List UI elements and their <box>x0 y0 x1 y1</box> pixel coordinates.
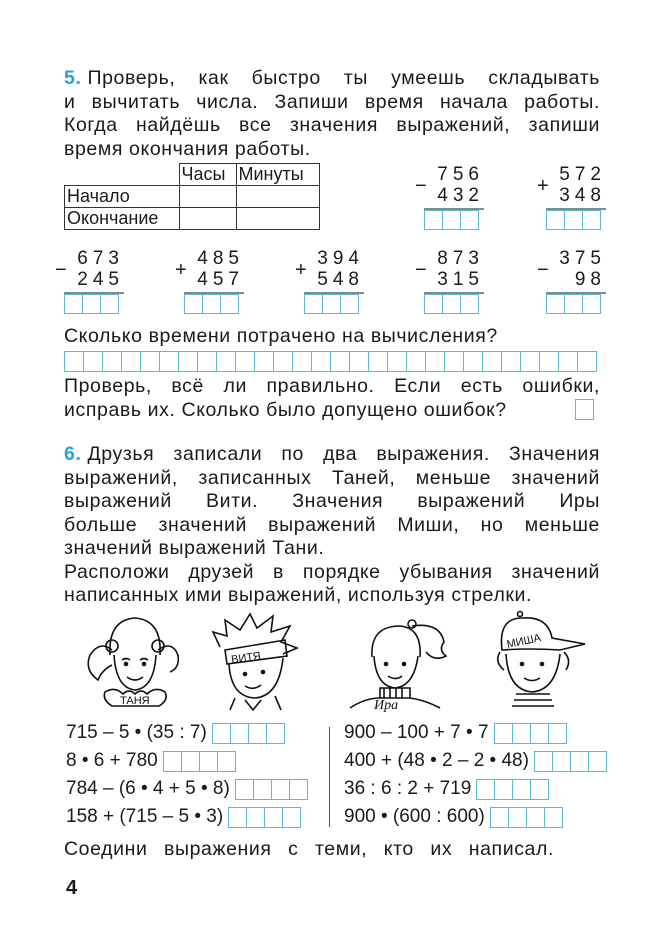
column-problem <box>537 164 606 230</box>
answer-cells[interactable] <box>163 751 236 772</box>
task5-number: 5. <box>64 67 82 89</box>
expression-item[interactable] <box>344 750 607 772</box>
task5-line: Когда найдёшь все значения выражений, запиши <box>64 114 600 136</box>
answer-cells[interactable] <box>476 779 549 800</box>
answer-cells[interactable] <box>546 210 606 230</box>
expression-text: 36 : 6 : 2 + 719 <box>344 778 472 799</box>
column-problem <box>415 164 484 230</box>
answer-cell[interactable] <box>330 351 350 372</box>
answer-cell[interactable] <box>577 351 597 372</box>
task6-line: Расположи друзей в порядке убывания значений <box>64 560 600 583</box>
minus-sign: − <box>537 259 549 281</box>
top-number: 873 <box>437 248 484 269</box>
answer-cell[interactable] <box>64 351 84 372</box>
answer-cell[interactable] <box>520 351 540 372</box>
answer-cells[interactable] <box>64 294 124 314</box>
top-number: 375 <box>559 248 606 269</box>
expression-item[interactable] <box>344 722 567 744</box>
minus-sign: − <box>415 175 427 197</box>
bottom-number: 245 <box>77 269 124 290</box>
answer-cells[interactable] <box>490 807 563 828</box>
answer-cell[interactable] <box>349 351 369 372</box>
answer-cells[interactable] <box>212 723 285 744</box>
top-number: 572 <box>559 164 606 185</box>
answer-cell[interactable] <box>406 351 426 372</box>
answer-cells[interactable] <box>235 779 308 800</box>
top-number: 394 <box>317 248 364 269</box>
plus-sign: + <box>295 259 307 281</box>
misha-portrait[interactable] <box>490 610 600 710</box>
task6-line: значений выражений Тани. <box>64 537 325 559</box>
expression-text: 900 • (600 : 600) <box>344 806 485 827</box>
task5-line: и вычитать числа. Запиши время начала работы. <box>64 90 600 113</box>
answer-cell[interactable] <box>482 351 502 372</box>
answer-cell[interactable] <box>368 351 388 372</box>
vitya-portrait[interactable] <box>205 612 305 712</box>
check-line: Проверь, всё ли правильно. Если есть ошибки, <box>64 375 600 397</box>
answer-cell[interactable] <box>102 351 122 372</box>
bottom-number: 348 <box>559 185 606 206</box>
svg-text:МИША: МИША <box>505 632 543 651</box>
answer-cell[interactable] <box>425 351 445 372</box>
bottom-number: 98 <box>574 269 606 290</box>
answer-cell[interactable] <box>159 351 179 372</box>
column-divider <box>329 727 330 827</box>
expression-item[interactable] <box>344 778 549 800</box>
answer-cell[interactable] <box>387 351 407 372</box>
task6-number: 6. <box>64 443 82 465</box>
connect-instruction-text: Соедини выражения с теми, кто их написал. <box>64 838 554 860</box>
check-text <box>64 375 600 422</box>
answer-cells[interactable] <box>228 807 301 828</box>
answer-cells[interactable] <box>494 723 567 744</box>
bottom-number: 432 <box>437 185 484 206</box>
answer-cells[interactable] <box>424 210 484 230</box>
column-problem <box>295 248 364 314</box>
answer-cells[interactable] <box>424 294 484 314</box>
answer-cell[interactable] <box>140 351 160 372</box>
column-problem <box>55 248 124 314</box>
task5-text <box>64 67 600 161</box>
answer-cell[interactable] <box>216 351 236 372</box>
task5-line: время окончания работы. <box>64 137 311 160</box>
column-problem <box>175 248 244 314</box>
answer-cell[interactable] <box>197 351 217 372</box>
task5-line: Проверь, как быстро ты умеешь складывать <box>87 67 600 89</box>
answer-cells[interactable] <box>304 294 364 314</box>
answer-cell[interactable] <box>558 351 578 372</box>
top-number: 756 <box>437 164 484 185</box>
task6-line: написанных ими выражений, используя стрелки. <box>64 584 533 606</box>
column-problem <box>415 248 484 314</box>
task6-line: выражений Вити. Значения выражений Иры <box>64 490 600 512</box>
answer-cell[interactable] <box>121 351 141 372</box>
table-row <box>65 208 320 230</box>
row-label-start: Начало <box>65 186 180 208</box>
answer-cells[interactable] <box>184 294 244 314</box>
expression-text: 400 + (48 • 2 – 2 • 48) <box>344 750 529 771</box>
answer-cell[interactable] <box>273 351 293 372</box>
start-minutes-field[interactable] <box>236 186 319 208</box>
answer-cell[interactable] <box>292 351 312 372</box>
time-table <box>64 163 320 230</box>
connect-instruction <box>64 838 554 862</box>
answer-cell[interactable] <box>501 351 521 372</box>
expression-text: 158 + (715 – 5 • 3) <box>66 806 224 827</box>
answer-cell[interactable] <box>83 351 103 372</box>
svg-text:ВИТЯ: ВИТЯ <box>230 650 262 667</box>
answer-cell[interactable] <box>463 351 483 372</box>
answer-cells[interactable] <box>546 294 606 314</box>
table-corner <box>65 164 180 186</box>
answer-cell[interactable] <box>539 351 559 372</box>
expression-item[interactable] <box>344 806 563 828</box>
end-minutes-field[interactable] <box>236 208 319 230</box>
column-problem <box>537 248 606 314</box>
expression-item[interactable] <box>66 750 236 772</box>
tanya-portrait[interactable] <box>80 610 190 710</box>
time-question <box>64 325 564 349</box>
check-line: исправь их. Сколько было допущено ошибок? <box>64 398 507 421</box>
errors-count-cell[interactable] <box>575 399 594 420</box>
page-number: 4 <box>66 877 78 899</box>
expression-item[interactable] <box>66 806 301 828</box>
expression-text: 715 – 5 • (35 : 7) <box>66 722 207 743</box>
top-number: 673 <box>77 248 124 269</box>
answer-cell[interactable] <box>444 351 464 372</box>
minus-sign: − <box>55 259 67 281</box>
bottom-number: 548 <box>317 269 364 290</box>
answer-cell[interactable] <box>254 351 274 372</box>
plus-sign: + <box>175 259 187 281</box>
header-minutes: Минуты <box>236 164 319 186</box>
top-number: 485 <box>197 248 244 269</box>
time-answer-cells[interactable] <box>64 351 597 372</box>
task6-text <box>64 443 600 608</box>
header-hours: Часы <box>179 164 236 186</box>
task6-line: выражений, записанных Таней, меньше значений <box>64 466 600 489</box>
svg-text:ТАНЯ: ТАНЯ <box>120 695 150 707</box>
bottom-number: 315 <box>437 269 484 290</box>
minus-sign: − <box>415 259 427 281</box>
svg-text:Ира: Ира <box>374 698 399 712</box>
expression-item[interactable] <box>66 778 308 800</box>
row-label-end: Окончание <box>65 208 180 230</box>
bottom-number: 457 <box>197 269 244 290</box>
expression-text: 900 – 100 + 7 • 7 <box>344 722 489 743</box>
plus-sign: + <box>537 175 549 197</box>
answer-cell[interactable] <box>178 351 198 372</box>
expression-text: 8 • 6 + 780 <box>66 750 158 771</box>
table-row <box>65 186 320 208</box>
start-hours-field[interactable] <box>179 186 236 208</box>
expression-item[interactable] <box>66 722 285 744</box>
time-question-text: Сколько времени потрачено на вычисления? <box>64 325 498 347</box>
task6-line: больше значений выражений Миши, но меньше <box>64 513 600 536</box>
answer-cell[interactable] <box>235 351 255 372</box>
answer-cells[interactable] <box>534 751 607 772</box>
expression-text: 784 – (6 • 4 + 5 • 8) <box>66 778 230 799</box>
task6-line: Друзья записали по два выражения. Значения <box>87 443 600 465</box>
end-hours-field[interactable] <box>179 208 236 230</box>
ira-portrait[interactable] <box>340 612 450 712</box>
answer-cell[interactable] <box>311 351 331 372</box>
